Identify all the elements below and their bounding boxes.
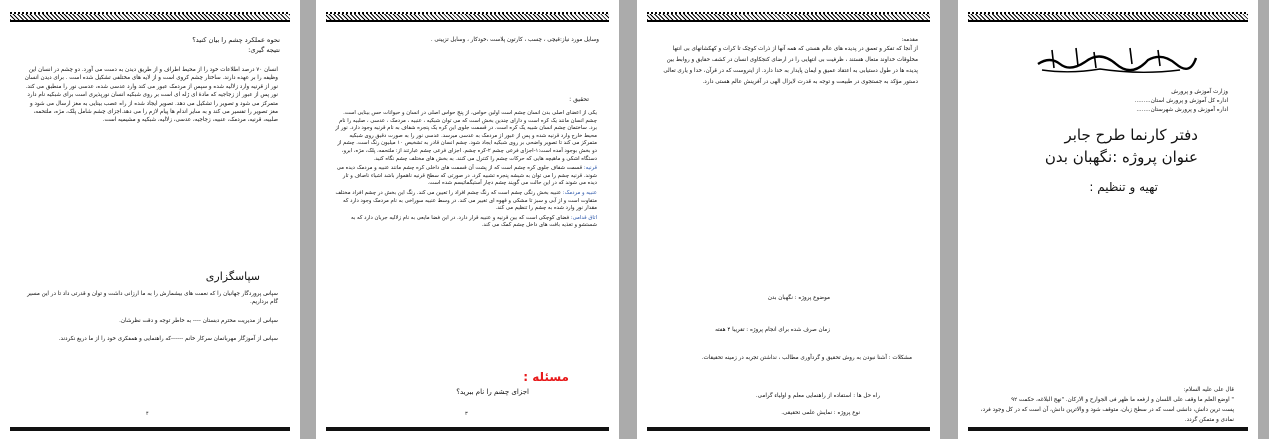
- ministry-block: [1028, 88, 1228, 115]
- cornea-paragraph: [335, 165, 597, 188]
- page-border-top: [326, 12, 609, 22]
- bismillah-calligraphy: [1030, 42, 1200, 76]
- question-label: مسئله :: [523, 370, 569, 384]
- page-border-bottom: [968, 427, 1248, 431]
- aqueous-text: فضای کوچکی است که بین قرنیه و عنبیه قرار دارد. در این فضا مایعی به نام زلالیه جریان دارد که به شستشو و تغذیه بافت های داخل چشم کمک می کند.: [351, 214, 597, 229]
- project-title: عنوان پروژه :نگهبان بدن: [1044, 148, 1198, 166]
- cornea-text: قسمت شفاف جلوی کره چشم است که از پشت آن قسمت های داخلی کره چشم مانند عنبیه و مردمک دیده می شوند. قرنیه چشم را می توان به شیشه پنجره تشبیه کرد. در صورتی که سطح قرنیه ناهموار باشد اشیاء ناصاف و تار دیده می شوند که در این حالت می گویند چشم دچار آستیگماتیسم شده است.: [336, 165, 597, 187]
- intro-block: [656, 36, 918, 88]
- document-page-2: [637, 0, 940, 439]
- cover-title: دفتر کارنما طرح جابر: [1064, 126, 1198, 144]
- thanks-item: سپاس از مدیریت محترم دبستان ---- به خاطر توجه و دقت نظرشان.: [119, 317, 278, 324]
- hadith-block: [972, 385, 1234, 425]
- thanks-list: [20, 290, 278, 346]
- hadith-quote: " اوضع العلم ما وقف علی اللسان و ارفعه ما ظهر فی الجوارح و الارکان. "نهج البلاغه، حکمت ۹۲: [1011, 397, 1234, 403]
- thanks-item: سپاس پروردگار جهانیان را که نعمت های بیشمارش را به ما ارزانی داشت و توان و قدرتی داد تا در این مسیر گام برداریم.: [27, 291, 278, 306]
- aqueous-paragraph: [335, 215, 597, 230]
- ministry-line: اداره آموزش و پرورش شهرستان........: [1136, 107, 1228, 113]
- page-question-title: نحوه عملکرد چشم را بیان کنید؟: [192, 36, 280, 44]
- conclusion-text: انسان ۷۰ درصد اطلاعات خود را از محیط اطراف و از طریق دیدن به دست می آورد. دو چشم در انسان این وظیفه را بر عهده دارند. ساختار چشم کروی است و از لایه های مختلفی تشکیل شده است . برای دیدن انسان نور از قرنیه وارد زلالیه شده و سپس از مردمک عبور می کند وارد عدسی شده، عدسی نور را منطبق می کند. نور پس از عبور از زجاجیه که مادۀ ای ژله ای است بر روی شبکیه انسان نورپذیری است برای شبکیه نام دارد متمرکز می شود و تصویر را تشکیل می دهد. تصویر ایجاد شده از راه عصب بینایی به مغز ارسال می شود و مغز تصویر را تفسیر می کند و به سایر اندام ها پیام لازم را می دهد.اجزای چشم شامل پلک، مژه، ملتحمه، صلبیه، قرنیه، مردمک، عنبیه، زجاجیه، عدسی، زلالیه، شبکیه و مشیمیه است.: [24, 67, 278, 124]
- iris-text: عنبیه بخش رنگی چشم است که رنگ چشم افراد را تعیین می کند. رنگ این بخش در چشم افراد مختلف متفاوت است و از آبی و سبز تا مشکی و قهوه ای تغییر می کند. در وسط عنبیه سوراخی به نام مردمک وجود دارد که مقدار نور وارد شده به چشم را تنظیم می کند.: [335, 189, 597, 212]
- thanks-heading: سپاسگزاری: [205, 270, 260, 283]
- hadith-intro: قال علی علیه السلام:: [1183, 387, 1234, 393]
- page-border-top: [968, 12, 1248, 22]
- research-body: [335, 110, 597, 232]
- project-topic: موضوع پروژه : نگهبان بدن: [767, 295, 830, 301]
- bismillah-text: بسم الله الرحمن الرحیم: [1109, 74, 1121, 75]
- page-number: ۴: [146, 411, 149, 417]
- project-type: نوع پروژه : نمایش علمی تحقیقی.: [781, 410, 860, 416]
- cornea-label: قرنیه:: [583, 165, 597, 172]
- page-border-bottom: [647, 427, 930, 431]
- page-border-top: [647, 12, 930, 22]
- project-problems: مشکلات : آشنا نبودن به روش تحقیق و گردآوری مطالب ، نداشتن تجربه در زمینه تحقیقات.: [701, 355, 912, 361]
- thanks-item: سپاس از آموزگار مهربانمان سرکار خانم ------که راهنمایی و همفکری خود را از ما دریغ نکردند.: [58, 336, 278, 343]
- page-border-top: [10, 12, 290, 22]
- tools-text: وسایل مورد نیاز:قیچی ، چسب ، کارتون پلاست ،خودکار ، وسایل تزیینی .: [430, 37, 599, 43]
- project-time: زمان صرف شده برای انجام پروژه : تقریبا ۴ هفته: [715, 327, 830, 333]
- iris-label: عنبیه و مردمک:: [562, 189, 597, 196]
- research-text: یکی از اعضای اصلی بدن انسان چشم است اولین حواس، از پنج حواس اصلی در انسان و حیوانات حس بینایی است. چشم انسان مانند یک کره است و دارای چندین بخش است که می توان شبکیه ، عنبیه ، مردمک ، عدسی ، صلبیه را نام برد. ساختمان چشم انسان شبیه یک کره است. در قسمت جلوی این کره یک پنجره شفاف به نام قرنیه وجود دارد. نور از محیط خارج وارد قرنیه شده و پس از عبور از مردمک به عدسی میرسد. عدسی نور را به صورت دقیق روی شبکیه متمرکز می کند تا تصویر واضحی بر روی شبکیه ایجاد شود. چشم انسان قادر به تشخیص ۱۰ میلیون رنگ است. چشم از دو بخش بوجود آمده است:۱-اجزای فرعی چشم ۲-کره چشم. اجزای فرعی چشم عبارتند از: ملتحمه، پلک، مژه، ابرو، دستگاه اشکی و ماهیچه هایی که حرکات چشم را کنترل می کنند. به بخش های مختلف چشم نگاه کنید.: [335, 110, 597, 162]
- document-page-3: [316, 0, 619, 439]
- document-page-1: [958, 0, 1258, 439]
- project-solution: راه حل ها : استفاده از راهنمایی معلم و اولیاء گرامی.: [755, 393, 880, 399]
- hadith-translation: پست ترین دانش، دانشی است که در سطح زبان، متوقف شود و والاترین دانش، آن است که در کل وجود فرد، نمادی و متمکن گردد.: [980, 407, 1234, 423]
- page-number: ۳: [465, 411, 468, 417]
- document-page-4: [0, 0, 300, 439]
- iris-paragraph: [335, 190, 597, 213]
- ministry-line: اداره کل آموزش و پرورش استان.........: [1134, 98, 1228, 104]
- research-heading: تحقیق :: [569, 96, 589, 103]
- aqueous-label: اتاق قدامی:: [570, 214, 597, 221]
- intro-label: مقدمه:: [901, 37, 918, 43]
- page-border-bottom: [326, 427, 609, 431]
- conclusion-heading: نتیجه گیری:: [248, 46, 280, 54]
- question-text: اجزای چشم را نام ببرید؟: [456, 388, 529, 396]
- intro-text: از آنجا که تفکر و تعمق در پدیده های عالم هستی که همه آنها از ذرات کوچک تا کرات و کهکشانهای بی انتها مخلوقات خداوند متعال هستند ، ظرفیت بی انتهایی را در ارضای کنجکاوی انسان در کشف حقایق و روابط بین پدیده ها در طول دستیابی به اعتقاد عمیق و ایمان پایدار به خدا دارد. از اینروست که در قرآن، خدا و یاری تعالی دستور مؤکد به جستجوی در طبیعت و توجه به قدرت لایزال الهی در آفرینش عالم هستی دارد.: [663, 46, 918, 86]
- ministry-line: وزارت آموزش و پرورش: [1171, 89, 1228, 95]
- prepared-by: تهیه و تنظیم :: [1089, 180, 1158, 194]
- page-border-bottom: [10, 427, 290, 431]
